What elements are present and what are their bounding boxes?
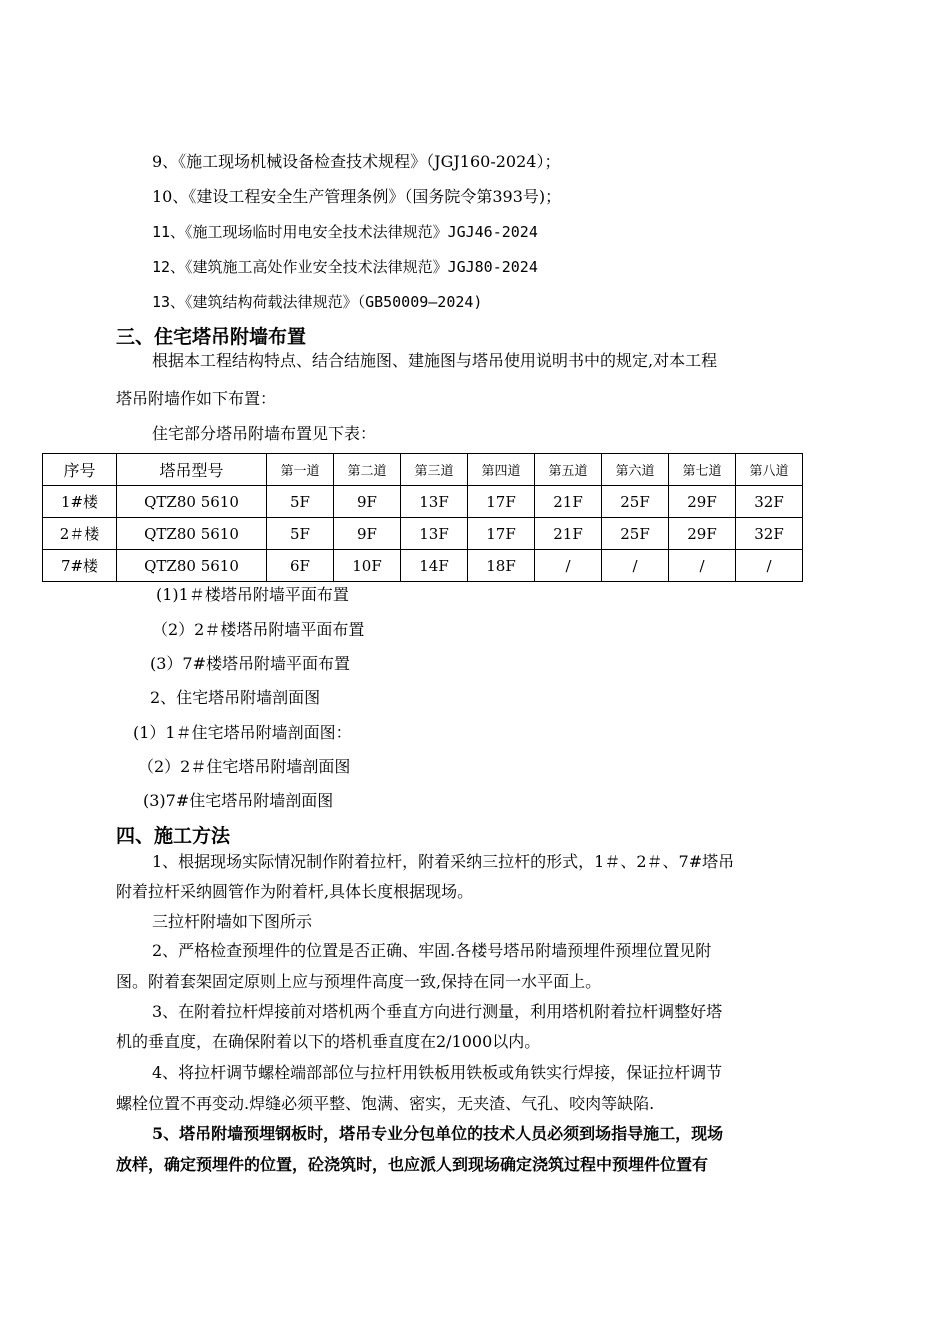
table-cell: 10F bbox=[334, 550, 401, 582]
table-header-cell: 第二道 bbox=[334, 454, 401, 486]
table-cell: 25F bbox=[602, 486, 669, 518]
layout-item-5: (1）1＃住宅塔吊附墙剖面图： bbox=[133, 723, 352, 742]
table-cell: / bbox=[535, 550, 602, 582]
section-3-paragraph-line-1: 根据本工程结构特点、结合结施图、建施图与塔吊使用说明书中的规定,对本工程 bbox=[152, 351, 718, 370]
layout-item-3: (3）7#楼塔吊附墙平面布置 bbox=[150, 654, 351, 673]
table-cell: 1#楼 bbox=[43, 486, 117, 518]
section-4-p2-line-2: 图。附着套架固定原则上应与预埋件高度一致,保持在同一水平面上。 bbox=[116, 972, 602, 991]
table-row bbox=[43, 518, 803, 550]
section-4-p1-note: 三拉杆附墙如下图所示 bbox=[152, 912, 313, 931]
table-cell: 25F bbox=[602, 518, 669, 550]
table-cell: 6F bbox=[267, 550, 334, 582]
table-header-cell: 序号 bbox=[43, 454, 117, 486]
table-cell: 2＃楼 bbox=[43, 518, 117, 550]
layout-item-6: （2）2＃住宅塔吊附墙剖面图 bbox=[138, 757, 351, 776]
table-cell: 29F bbox=[669, 486, 736, 518]
section-4-p5-line-1: 5、塔吊附墙预埋钢板时，塔吊专业分包单位的技术人员必须到场指导施工，现场 bbox=[152, 1124, 724, 1143]
reference-item-11: 11、《施工现场临时用电安全技术法律规范》JGJ46-2024 bbox=[152, 223, 538, 241]
section-4-p4-line-1: 4、将拉杆调节螺栓端部部位与拉杆用铁板用铁板或角铁实行焊接，保证拉杆调节 bbox=[152, 1063, 723, 1082]
table-cell: 7#楼 bbox=[43, 550, 117, 582]
table-intro: 住宅部分塔吊附墙布置见下表： bbox=[152, 424, 377, 443]
table-cell: 21F bbox=[535, 518, 602, 550]
table-header-cell: 第八道 bbox=[736, 454, 803, 486]
table-cell: 5F bbox=[267, 518, 334, 550]
table-cell: QTZ80 5610 bbox=[117, 518, 267, 550]
table-cell: 17F bbox=[468, 486, 535, 518]
table-cell: 13F bbox=[401, 518, 468, 550]
table-cell: 17F bbox=[468, 518, 535, 550]
table-cell: 9F bbox=[334, 486, 401, 518]
table-row bbox=[43, 550, 803, 582]
table-row bbox=[43, 486, 803, 518]
table-header-row bbox=[43, 454, 803, 486]
table-header-cell: 第一道 bbox=[267, 454, 334, 486]
section-4-heading: 四、施工方法 bbox=[116, 825, 231, 847]
reference-item-13: 13、《建筑结构荷载法律规范》（GB50009—2024) bbox=[152, 293, 483, 311]
table-cell: 32F bbox=[736, 518, 803, 550]
layout-item-7: (3)7#住宅塔吊附墙剖面图 bbox=[143, 791, 334, 810]
table-cell: 5F bbox=[267, 486, 334, 518]
section-4-p3-line-2: 机的垂直度，在确保附着以下的塔机垂直度在2/1000以内。 bbox=[116, 1032, 541, 1051]
reference-item-9: 9、《施工现场机械设备检查技术规程》（JGJ160-2024）； bbox=[152, 152, 561, 171]
table-header-cell: 第五道 bbox=[535, 454, 602, 486]
table-header-cell: 塔吊型号 bbox=[117, 454, 267, 486]
table-cell: 21F bbox=[535, 486, 602, 518]
table-cell: 32F bbox=[736, 486, 803, 518]
tower-crane-attachment-table bbox=[42, 453, 803, 582]
section-4-p1-line-1: 1、根据现场实际情况制作附着拉杆，附着采纳三拉杆的形式，1＃、2＃、7#塔吊 bbox=[152, 852, 735, 871]
section-4-p1-line-2: 附着拉杆采纳圆管作为附着杆,具体长度根据现场。 bbox=[116, 882, 474, 901]
table-cell: 14F bbox=[401, 550, 468, 582]
table-header-cell: 第三道 bbox=[401, 454, 468, 486]
table-cell: 18F bbox=[468, 550, 535, 582]
reference-item-12: 12、《建筑施工高处作业安全技术法律规范》JGJ80-2024 bbox=[152, 258, 538, 276]
section-4-p5-line-2: 放样，确定预埋件的位置，砼浇筑时，也应派人到现场确定浇筑过程中预埋件位置有 bbox=[116, 1155, 709, 1174]
section-3-paragraph-line-2: 塔吊附墙作如下布置： bbox=[116, 389, 277, 408]
table-cell: 9F bbox=[334, 518, 401, 550]
section-4-p2-line-1: 2、严格检查预埋件的位置是否正确、牢固.各楼号塔吊附墙预埋件预埋位置见附 bbox=[152, 941, 712, 960]
section-4-p3-line-1: 3、在附着拉杆焊接前对塔机两个垂直方向进行测量，利用塔机附着拉杆调整好塔 bbox=[152, 1002, 723, 1021]
table-header-cell: 第六道 bbox=[602, 454, 669, 486]
layout-item-1: (1)1＃楼塔吊附墙平面布置 bbox=[156, 585, 349, 604]
table-cell: 13F bbox=[401, 486, 468, 518]
section-4-p4-line-2: 螺栓位置不再变动.焊缝必须平整、饱满、密实，无夹渣、气孔、咬肉等缺陷. bbox=[116, 1094, 655, 1113]
table-header-cell: 第七道 bbox=[669, 454, 736, 486]
table-cell: / bbox=[736, 550, 803, 582]
table-cell: / bbox=[669, 550, 736, 582]
table-cell: QTZ80 5610 bbox=[117, 486, 267, 518]
table-cell: / bbox=[602, 550, 669, 582]
table-cell: 29F bbox=[669, 518, 736, 550]
table-cell: QTZ80 5610 bbox=[117, 550, 267, 582]
section-3-heading: 三、住宅塔吊附墙布置 bbox=[116, 326, 307, 348]
table-header-cell: 第四道 bbox=[468, 454, 535, 486]
reference-item-10: 10、《建设工程安全生产管理条例》（国务院令第393号)； bbox=[152, 187, 562, 206]
layout-item-4: 2、住宅塔吊附墙剖面图 bbox=[150, 688, 321, 707]
layout-item-2: （2）2＃楼塔吊附墙平面布置 bbox=[152, 620, 365, 639]
